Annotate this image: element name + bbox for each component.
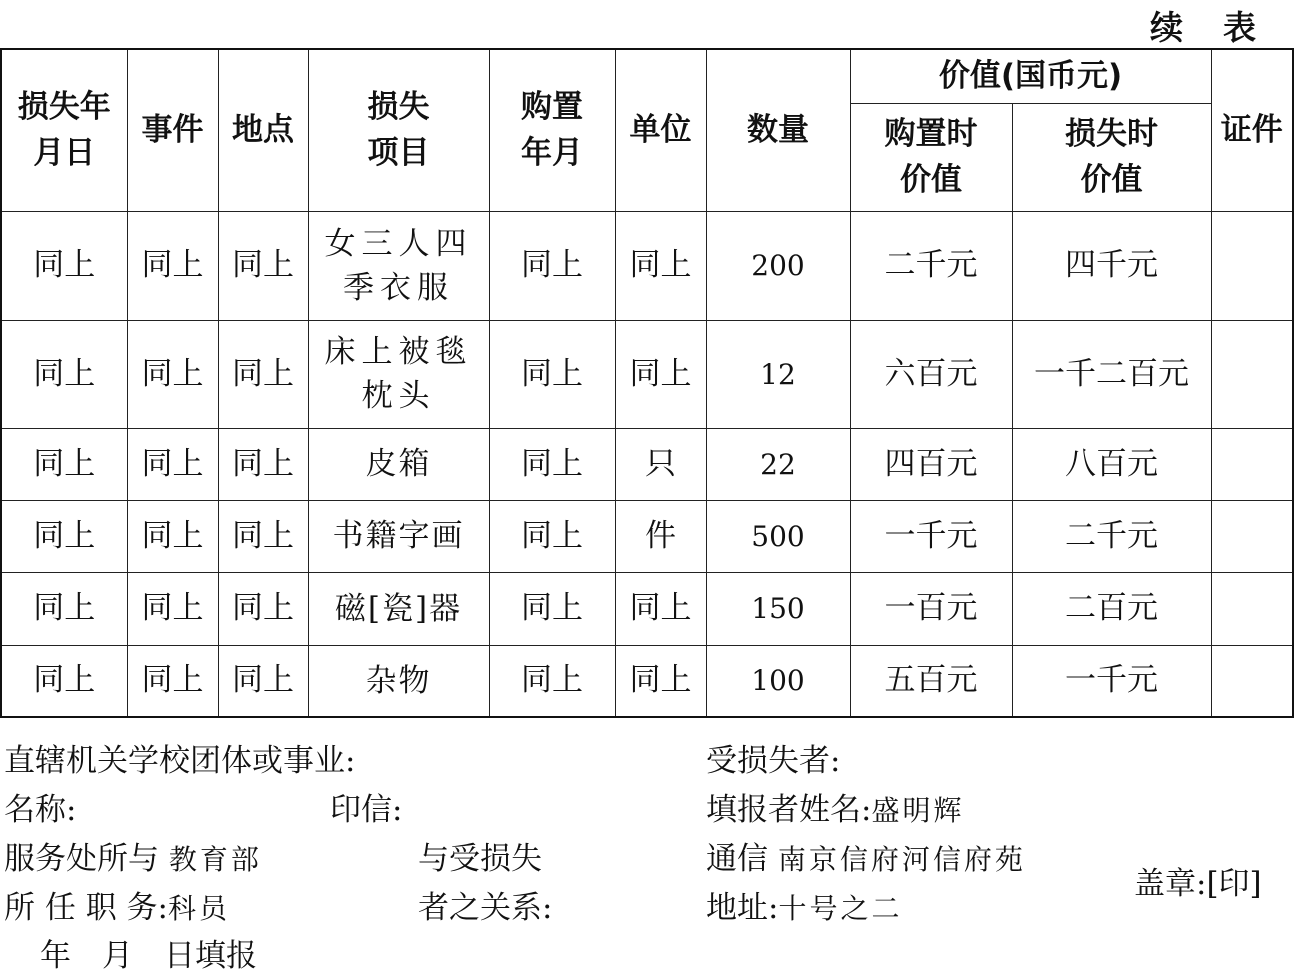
cell-quantity: 22 <box>706 428 850 500</box>
cell-certificate <box>1211 211 1293 320</box>
cell-place: 同上 <box>218 500 308 572</box>
service-line <box>4 833 262 878</box>
cell-place: 同上 <box>218 645 308 717</box>
victim-label: 受损失者: <box>706 743 841 779</box>
cell-value-purchase: 一百元 <box>850 572 1012 645</box>
filler-line <box>706 784 964 829</box>
cell-quantity: 200 <box>706 211 850 320</box>
table-row <box>1 211 1293 320</box>
seal-label: 印信: <box>330 792 403 828</box>
cell-place: 同上 <box>218 320 308 428</box>
cell-item: 皮箱 <box>308 428 489 500</box>
cell-value-loss: 二百元 <box>1012 572 1211 645</box>
relation-label-1: 与受损失 <box>418 841 542 877</box>
table-row <box>1 428 1293 500</box>
header-value-loss: 损失时价值 <box>1012 103 1211 211</box>
cell-place: 同上 <box>218 572 308 645</box>
cell-item: 磁[瓷]器 <box>308 572 489 645</box>
cell-place: 同上 <box>218 211 308 320</box>
cell-quantity: 12 <box>706 320 850 428</box>
cell-certificate <box>1211 572 1293 645</box>
cell-unit: 件 <box>615 500 706 572</box>
cell-value-loss: 四千元 <box>1012 211 1211 320</box>
header-value-purchase: 购置时价值 <box>850 103 1012 211</box>
position-value: 科员 <box>168 892 231 925</box>
cell-event: 同上 <box>127 428 218 500</box>
cell-value-purchase: 六百元 <box>850 320 1012 428</box>
header-event: 事件 <box>127 49 218 211</box>
cell-value-purchase: 一千元 <box>850 500 1012 572</box>
address-label-1: 通信 <box>706 841 768 877</box>
continued-label: 续 表 <box>1150 8 1256 47</box>
header-unit: 单位 <box>615 49 706 211</box>
loss-table <box>0 48 1294 718</box>
cell-certificate <box>1211 428 1293 500</box>
cell-quantity: 100 <box>706 645 850 717</box>
service-label: 服务处所与 <box>4 841 159 877</box>
filler-value: 盛明辉 <box>871 794 965 827</box>
cell-event: 同上 <box>127 320 218 428</box>
address-value-2: 十号之二 <box>778 892 903 925</box>
cell-unit: 同上 <box>615 320 706 428</box>
header-certificate: 证件 <box>1211 49 1293 211</box>
cell-date: 同上 <box>1 428 127 500</box>
cell-event: 同上 <box>127 572 218 645</box>
address-label-2: 地址: <box>706 890 779 926</box>
cell-purchase-date: 同上 <box>489 500 615 572</box>
cell-unit: 同上 <box>615 211 706 320</box>
cell-item: 书籍字画 <box>308 500 489 572</box>
header-place: 地点 <box>218 49 308 211</box>
cell-certificate <box>1211 320 1293 428</box>
cell-purchase-date: 同上 <box>489 428 615 500</box>
cell-value-loss: 二千元 <box>1012 500 1211 572</box>
header-value-group: 价值(国币元) <box>850 49 1211 103</box>
header-purchase-date: 购置年月 <box>489 49 615 211</box>
cell-certificate <box>1211 500 1293 572</box>
cell-value-purchase: 五百元 <box>850 645 1012 717</box>
cell-date: 同上 <box>1 645 127 717</box>
table-row <box>1 645 1293 717</box>
stamp-label: 盖章:[印] <box>1134 866 1262 902</box>
org-label: 直辖机关学校团体或事业: <box>4 743 356 779</box>
header-item: 损失项目 <box>308 49 489 211</box>
cell-value-loss: 八百元 <box>1012 428 1211 500</box>
relation-label-2: 者之关系: <box>418 890 553 926</box>
cell-item: 杂物 <box>308 645 489 717</box>
service-value: 教育部 <box>168 843 262 876</box>
cell-place: 同上 <box>218 428 308 500</box>
cell-purchase-date: 同上 <box>489 211 615 320</box>
address-line-1 <box>706 833 1026 878</box>
cell-purchase-date: 同上 <box>489 572 615 645</box>
cell-item: 床上被毯枕头 <box>308 320 489 428</box>
cell-quantity: 150 <box>706 572 850 645</box>
cell-date: 同上 <box>1 320 127 428</box>
position-line <box>4 882 230 927</box>
table-row <box>1 572 1293 645</box>
position-label: 所 任 职 务: <box>4 890 169 926</box>
cell-unit: 同上 <box>615 572 706 645</box>
cell-purchase-date: 同上 <box>489 320 615 428</box>
address-line-2 <box>706 882 902 927</box>
cell-value-loss: 一千二百元 <box>1012 320 1211 428</box>
cell-value-purchase: 二千元 <box>850 211 1012 320</box>
address-value-1: 南京信府河信府苑 <box>777 843 1026 876</box>
cell-date: 同上 <box>1 500 127 572</box>
table-row <box>1 320 1293 428</box>
name-label: 名称: <box>4 792 77 828</box>
cell-certificate <box>1211 645 1293 717</box>
cell-quantity: 500 <box>706 500 850 572</box>
table-row <box>1 500 1293 572</box>
filler-label: 填报者姓名: <box>706 792 872 828</box>
cell-value-purchase: 四百元 <box>850 428 1012 500</box>
cell-item: 女三人四季衣服 <box>308 211 489 320</box>
cell-event: 同上 <box>127 500 218 572</box>
cell-value-loss: 一千元 <box>1012 645 1211 717</box>
cell-event: 同上 <box>127 645 218 717</box>
cell-unit: 只 <box>615 428 706 500</box>
cell-event: 同上 <box>127 211 218 320</box>
header-date: 损失年月日 <box>1 49 127 211</box>
cell-purchase-date: 同上 <box>489 645 615 717</box>
cell-unit: 同上 <box>615 645 706 717</box>
cell-date: 同上 <box>1 572 127 645</box>
fill-date: 年 月 日填报 <box>40 938 257 974</box>
header-quantity: 数量 <box>706 49 850 211</box>
cell-date: 同上 <box>1 211 127 320</box>
